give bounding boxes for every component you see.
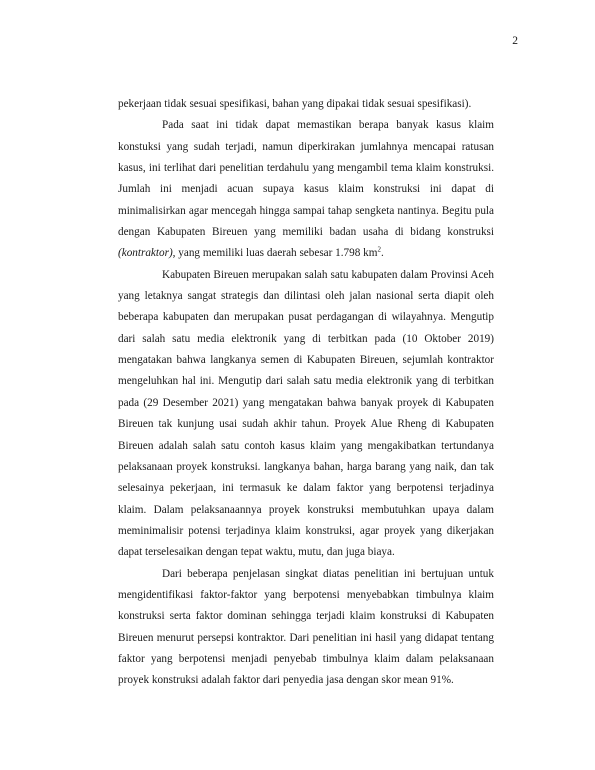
italic-term: (kontraktor), [118,247,176,260]
paragraph-text: Pada saat ini tidak dapat memastikan berapa banyak kasus klaim konstuksi yang sudah terjadi, namun diperkirakan jumlahnya mencapai ratusan kasus, ini terlihat dari penelitian terdahulu yang mengambil tema klaim konstruksi. Jumlah ini menjadi acuan supaya kasus klaim konstruksi ini dapat di minimalisirkan agar mencegah hingga sampai tahap sengketa nantinya. Begitu pula dengan Kabupaten Bireuen yang memiliki badan usaha di bidang konstruksi [118,119,494,239]
paragraph-continuation: pekerjaan tidak sesuai spesifikasi, bahan yang dipakai tidak sesuai spesifikasi). [118,98,472,110]
superscript: 2 [377,245,381,254]
paragraph-claims-count [118,115,494,264]
paragraph-text: . [380,247,384,260]
page-number: 2 [512,35,518,47]
paragraph-bireuen: Kabupaten Bireuen merupakan salah satu kabupaten dalam Provinsi Aceh yang letaknya sangat strategis dan dilintasi oleh jalan nasional serta diapit oleh beberapa kabupaten dan merupakan pusat perdagangan di wilayahnya. Mengutip dari salah satu media elektronik yang di terbitkan pada (10 Oktober 2019) mengatakan bahwa langkanya semen di Kabupaten Bireuen, sejumlah kontraktor mengeluhkan hal ini. Mengutip dari salah satu media elektronik yang di terbitkan pada (29 Desember 2021) yang mengatakan bahwa banyak proyek di Kabupaten Bireuen tak kunjung usai sudah akhir tahun. Proyek Alue Rheng di Kabupaten Bireuen adalah salah satu contoh kasus klaim yang mengakibatkan tertundanya pelaksanaan proyek konstruksi. langkanya bahan, harga barang yang naik, dan tak selesainya pekerjaan, ini termasuk ke dalam faktor yang berpotensi terjadinya klaim. Dalam pelaksanaannya proyek konstruksi membutuhkan upaya dalam meminimalisir potensi terjadinya klaim konstruksi, agar proyek yang dikerjakan dapat terselesaikan dengan tepat waktu, mutu, dan juga biaya. [118,268,494,559]
paragraph-text: yang memiliki luas daerah sebesar 1.798 km [175,247,378,260]
paragraph-objective: Dari beberapa penjelasan singkat diatas penelitian ini bertujuan untuk mengidentifikasi faktor-faktor yang berpotensi menyebabkan timbulnya klaim konstruksi serta faktor dominan sehingga terjadi klaim konstruksi di Kabupaten Bireuen menurut persepsi kontraktor. Dari penelitian ini hasil yang didapat tentang faktor yang berpotensi menjadi penyebab timbulnya klaim dalam pelaksanaan proyek konstruksi adalah faktor dari penyedia jasa dengan skor mean 91%. [118,567,494,687]
body-text [118,94,494,692]
